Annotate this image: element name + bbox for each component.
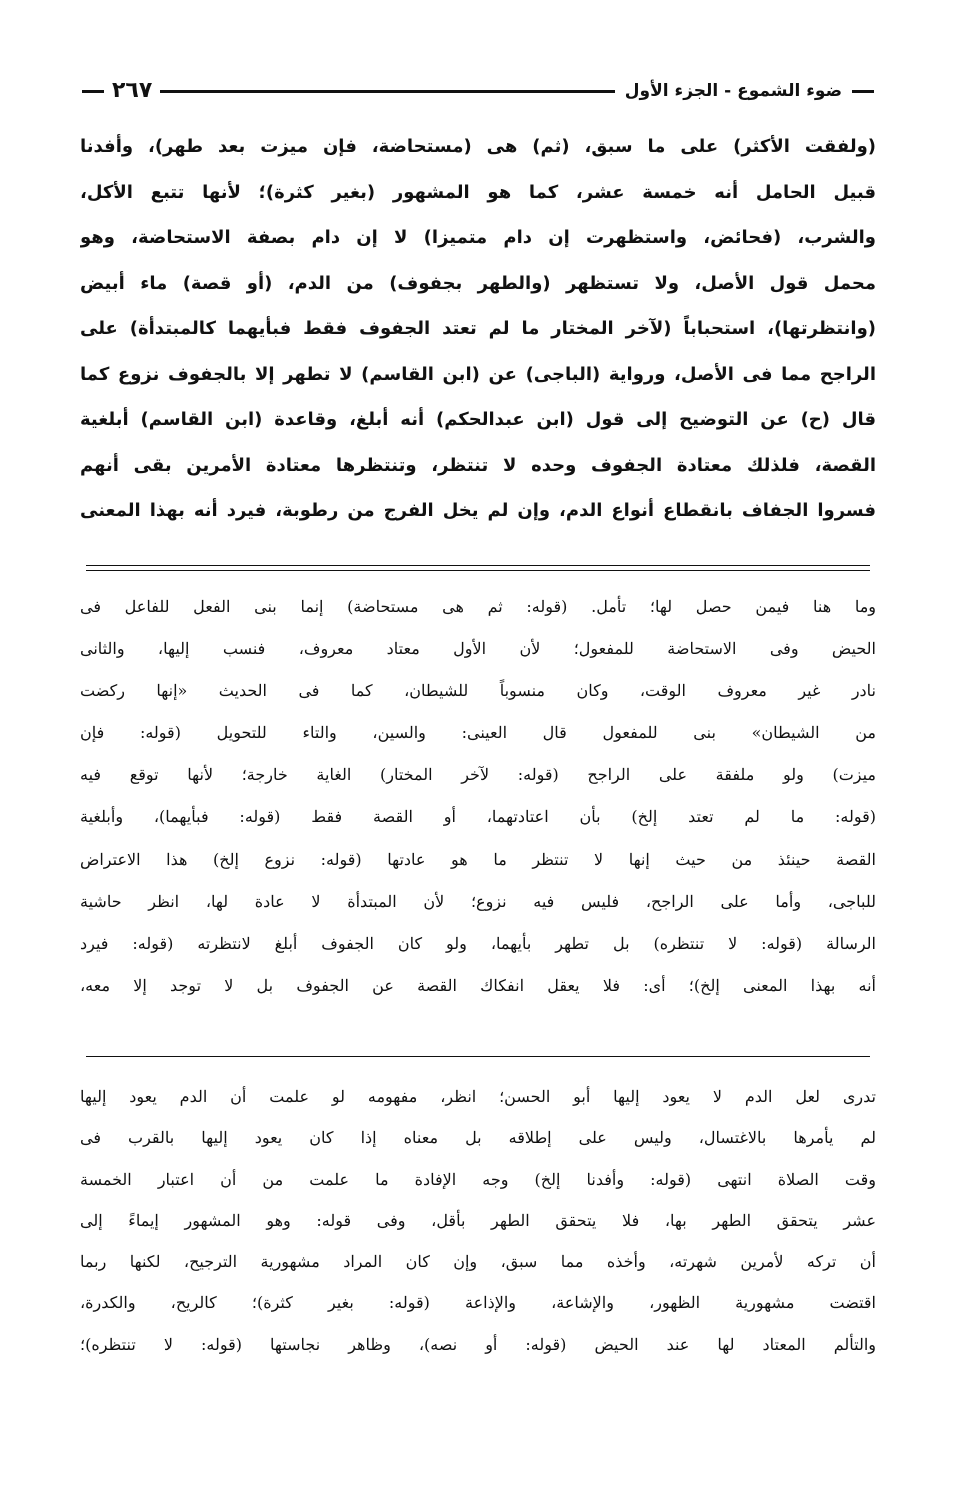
footnote-line: عشر يتحقق الطهر بها، فلا يتحقق الطهر بأقل، وفى قوله: وهو المشهور إيماءً إلى bbox=[80, 1210, 876, 1230]
header-dash bbox=[82, 90, 104, 93]
footnote-line: تدرى لعل الدم لا يعود إليها أبو الحسن؛ انظر، مفهومه لو علمت أن الدم يعود إليها bbox=[80, 1087, 876, 1106]
main-text-line: محمل قول الأصل، ولا تستظهر (والطهر بجفوف) من الدم، (أو قصة) ماء أبيض bbox=[80, 272, 876, 294]
page-number: ٢٦٧ bbox=[112, 78, 153, 103]
running-header bbox=[82, 74, 874, 108]
main-text-block bbox=[80, 124, 876, 534]
main-text-line: القصة، فلذلك معتادة الجفوف وحده لا تنتظر، وتنتظرها معتادة الأمرين بقى أنهم bbox=[80, 454, 876, 476]
main-text-line: (ولفقت الأكثر) على ما سبق، (ثم) هى (مستحاضة، فإن ميزت بعد طهر)، وأفدنا bbox=[80, 136, 876, 157]
running-title: ضوء الشموع - الجزء الأول bbox=[624, 80, 842, 101]
footnote-line: نادر غير معروف الوقت، وكان منسوباً للشيطان، كما فى الحديث «إنها ركضت bbox=[80, 681, 876, 701]
main-text-line: (وانتظرتها)، استحباباً (لآخر المختار ما لم تعتد الجفوف فقط فبأيهما كالمبتدأة) على bbox=[80, 318, 876, 339]
main-text-line: فسروا الجفاف بانقطاع أنواع الدم، وإن لم يخل الفرج من رطوبة، فيرد أنه بهذا المعنى bbox=[80, 500, 876, 521]
double-separator bbox=[86, 565, 870, 571]
footnote-line: ميزت) ولو ملفقة على الراجح (قوله: لآخر المختار) الغاية خارجة؛ لأنها توقع فيه bbox=[80, 765, 876, 785]
footnote-line: والتألم المعتاد لها عند الحيض (قوله: أو نصه)، وظاهر نجاستها (قوله: لا تنتظره)؛ bbox=[80, 1334, 876, 1354]
main-text-line: والشرب، (فحائض، واستظهرت إن دام متميزا) لا إن دام بصفة الاستحاضة، وهو bbox=[80, 227, 876, 248]
single-separator bbox=[86, 1056, 870, 1057]
header-dash bbox=[852, 90, 874, 93]
footnote-line: القصة حينئذ من حيث إنها لا تنتظر ما هو عادتها (قوله: نزوع إلخ) هذا الاعتراض bbox=[80, 849, 876, 869]
footnote-line: من الشيطان» بنى للمفعول قال العينى: والسين، والتاء للتحويل (قوله: فإن bbox=[80, 723, 876, 743]
footnote-line: للباجى، وأما على الراجح، فليس فيه نزوع؛ لأن المبتدأة لا عادة لها، انظر حاشية bbox=[80, 891, 876, 911]
main-text-line: قال (ح) عن التوضيح إلى قول (ابن عبدالحكم) أنه أبلغ، وقاعدة (ابن القاسم) أبلغية bbox=[80, 409, 876, 430]
footnote-block-1 bbox=[80, 586, 876, 1007]
footnote-line: الحيض وفى الاستحاضة للمفعول؛ لأن الأول معتاد معروف، فنسب إليها، والثانى bbox=[80, 639, 876, 659]
footnote-line: وما هنا فيمن حصل لها؛ تأمل. (قوله: ثم هى مستحاضة) إنما بنى الفعل للفاعل فى bbox=[80, 597, 876, 616]
main-text-line: الراجح مما فى الأصل، ورواية (الباجى) عن (ابن القاسم) لا تطهر إلا بالجفوف نزوع كما bbox=[80, 363, 876, 385]
footnote-line: أنه بهذا المعنى إلخ)؛ أى: فلا يعقل انفكاك القصة عن الجفوف بل لا توجد إلا معه، bbox=[80, 975, 876, 995]
footnote-line: اقتضت مشهورية الظهور، والإشاعة، والإذاعة (قوله: بغير كثرة)؛ كالريح، والكدرة، bbox=[80, 1293, 876, 1313]
footnote-line: الرسالة (قوله: لا تنتظره) بل تطهر بأيهما، ولو كان الجفوف أبلغ لانتظرته (قوله: فيرد bbox=[80, 933, 876, 953]
footnote-line: (قوله: ما لم تعتد إلخ) بأن اعتادتهما، أو القصة فقط (قوله: فبأيهما)، وأبلغية bbox=[80, 807, 876, 827]
footnote-line: لم يأمرها بالاغتسال، وليس على إطلاقه بل معناه إذا كان يعود إليها بالقرب فى bbox=[80, 1128, 876, 1148]
footnote-block-2 bbox=[80, 1076, 876, 1365]
footnote-line: وقت الصلاة انتهى (قوله: وأفدنا إلخ) وجه الإفادة ما علمت من أن اعتبار الخمسة bbox=[80, 1169, 876, 1189]
footnote-line: أن تركه لأمرين شهرته، وأخذه مما سبق، وإن كان المراد مشهورية الترجيح، لكنها ربما bbox=[80, 1252, 876, 1272]
main-text-line: قبيل الحامل أنه خمسة عشر، كما هو المشهور (بغير كثرة)؛ لأنها تتبع الأكل، bbox=[80, 181, 876, 203]
header-rule bbox=[160, 90, 614, 93]
